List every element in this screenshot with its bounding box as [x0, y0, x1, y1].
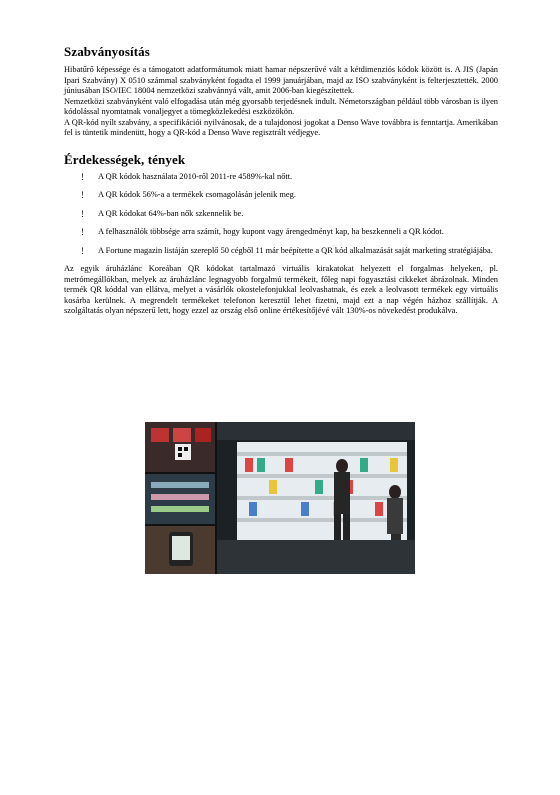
- list-item: [64, 209, 498, 220]
- paragraph-standardization-1: Hibatűrő képessége és a támogatott adatformátumok miatt hamar népszerűvé vált a kétdimenziós kódok között is. A JIS (Japán Ipari Szabvány) X 0510 számmal szabványként fogadta el 1999 januárjában, majd az ISO szabványként is felterjesztették. 2000 júniusában ISO/IEC 18004 nemzetközi szabvánnyá vált, amit 2006-ban kiegészítettek.: [64, 65, 498, 95]
- list-item: [64, 246, 498, 257]
- list-item: [64, 227, 498, 238]
- exclamation-bullet-icon: !: [81, 245, 84, 256]
- paragraph-standardization-2: Nemzetközi szabványként való elfogadása után még gyorsabb terjedésnek indult. Németországban például több városban is ilyen kódolással nyomtatnak vonaljegyet a tömegközlekedési eszközökön.: [64, 96, 498, 116]
- section-heading-standardization: Szabványosítás: [64, 44, 150, 59]
- exclamation-bullet-icon: !: [81, 227, 84, 237]
- fact-text: A QR kódok 56%-a a termékek csomagolásán jelenik meg.: [98, 190, 296, 199]
- exclamation-bullet-icon: !: [81, 190, 84, 200]
- fact-text: A QR kódok használata 2010-ről 2011-re 4589%-kal nőtt.: [98, 171, 293, 181]
- fact-text: A felhasználók többsége arra számít, hogy kupont vagy árengedményt kap, ha beszkenneli a QR kódot.: [98, 227, 444, 236]
- document-page: [64, 44, 498, 317]
- exclamation-bullet-icon: !: [81, 208, 84, 219]
- fact-text: A Fortune magazin listáján szereplő 50 cégből 11 már beépítette a QR kód alkalmazását saját marketing stratégiájába.: [98, 245, 493, 255]
- paragraph-korea-store: Az egyik áruházlánc Koreában QR kódokat tartalmazó virtuális kirakatokat helyezett el forgalmas helyeken, pl. metrómegállókban, melyek az áruházlánc legnagyobb forgalmú termékeit, főleg napi fogyasztási cikkeket ábrázolnak. Minden termék QR kóddal van ellátva, melyet a vásárlók okostelefonjukkal leolvashatnak, és ezek a leolvasott termékek egy virtuális kosárba kerülnek. A megrendelt termékeket telefonon keresztül lehet fizetni, majd ezt a nap végén házhoz szállítják. A szolgáltatás olyan népszerű lett, hogy ezzel az ország első online értékesítőjévé vált 130%-os növekedést produkálva.: [64, 264, 498, 315]
- fact-text: A QR kódokat 64%-ban nők szkennelik be.: [98, 208, 244, 218]
- list-item: [64, 172, 498, 183]
- paragraph-standardization-3: A QR-kód nyílt szabvány, a specifikációi nyilvánosak, de a tulajdonosi jogokat a Denso Wave továbbra is fenntartja. Amerikában fel is tüntetik mindenütt, hogy a QR-kód a Denso Wave regisztrált védjegye.: [64, 117, 498, 137]
- exclamation-bullet-icon: !: [81, 171, 84, 182]
- facts-list: [64, 172, 498, 257]
- virtual-store-photo: [145, 422, 415, 574]
- list-item: [64, 190, 498, 201]
- section-heading-facts: Érdekességek, tények: [64, 151, 186, 167]
